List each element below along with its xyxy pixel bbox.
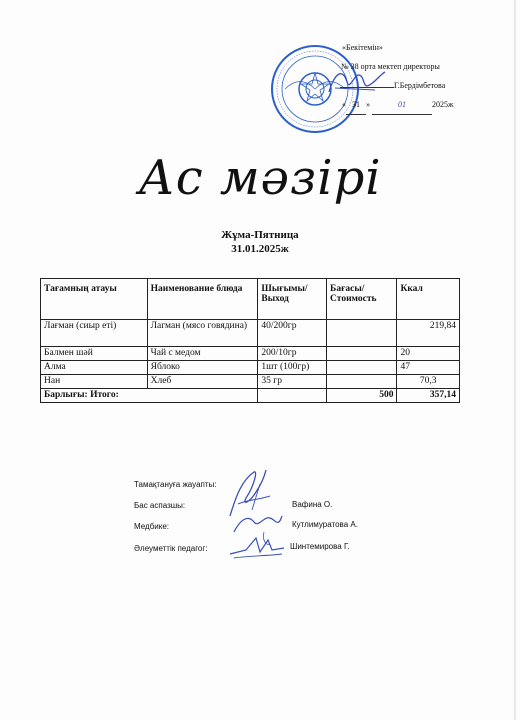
cook-label: Бас аспазшы: [134,501,186,510]
approval-name-line [340,76,454,95]
total-output [258,389,327,403]
day-heading [0,228,520,256]
cell-kcal: 70,3 [397,375,460,389]
table-total-row [41,389,460,403]
table-row [41,320,460,347]
cell-output: 200/10гр [258,347,327,361]
approval-heading: «Бекітемін» [342,43,383,52]
cell-cost [327,320,397,347]
total-label: Барлығы: Итого: [41,389,258,403]
social-name: Шинтемирова Г. [290,542,350,551]
cell-cost [327,375,397,389]
table-row [41,375,460,389]
page-title: Ас мәзірі [138,150,382,206]
social-pedagogue-signature [226,528,288,562]
quote-open: « [342,100,346,109]
nurse-label: Медбике: [134,522,170,531]
cell-dish-kz: Балмен шәй [41,347,148,361]
cell-dish-ru: Чай с медом [147,347,258,361]
weekday: Жұма-Пятница [221,229,299,241]
header-kcal: Ккал [397,279,460,320]
date: 31.01.2025ж [231,243,289,255]
cell-cost [327,361,397,375]
header-output: Шығымы/ Выход [258,279,327,320]
header-dish-kz: Тағамның атауы [41,279,148,320]
total-kcal: 357,14 [397,389,460,403]
signature-underline [340,87,394,88]
approval-year: 2025ж [432,100,454,109]
cell-kcal: 20 [397,347,460,361]
cell-output: 1шт (100гр) [258,361,327,375]
header-cost: Бағасы/ Стоимость [327,279,397,320]
nurse-name: Кутлимуратова А. [292,520,358,529]
cell-output: 35 гр [258,375,327,389]
cell-kcal: 47 [397,361,460,375]
table-row [41,361,460,375]
responsible-heading: Тамақтануға жауапты: [134,480,217,489]
table-header-row [41,279,460,320]
approval-month: 01 [372,95,432,115]
approval-day: 31 [346,95,366,115]
cell-dish-ru: Лагман (мясо говядина) [147,320,258,347]
header-dish-ru: Наименование блюда [147,279,258,320]
approval-name: Г.Бердімбетова [394,81,446,90]
cook-name: Вафина О. [292,500,333,509]
cell-dish-ru: Хлеб [147,375,258,389]
menu-table [40,278,460,403]
approval-director-line: № 38 орта мектеп директоры [341,62,440,71]
scan-edge [514,0,516,720]
approval-date-line [342,95,454,115]
cell-output: 40/200гр [258,320,327,347]
social-label: Әлеуметтік педагог: [134,544,208,553]
cell-kcal: 219,84 [397,320,460,347]
cell-cost [327,347,397,361]
cell-dish-ru: Яблоко [147,361,258,375]
cell-dish-kz: Нан [41,375,148,389]
table-row [41,347,460,361]
total-cost: 500 [327,389,397,403]
cell-dish-kz: Лағман (сиыр еті) [41,320,148,347]
cell-dish-kz: Алма [41,361,148,375]
approval-block [338,38,454,115]
quote-close: » [366,100,370,109]
